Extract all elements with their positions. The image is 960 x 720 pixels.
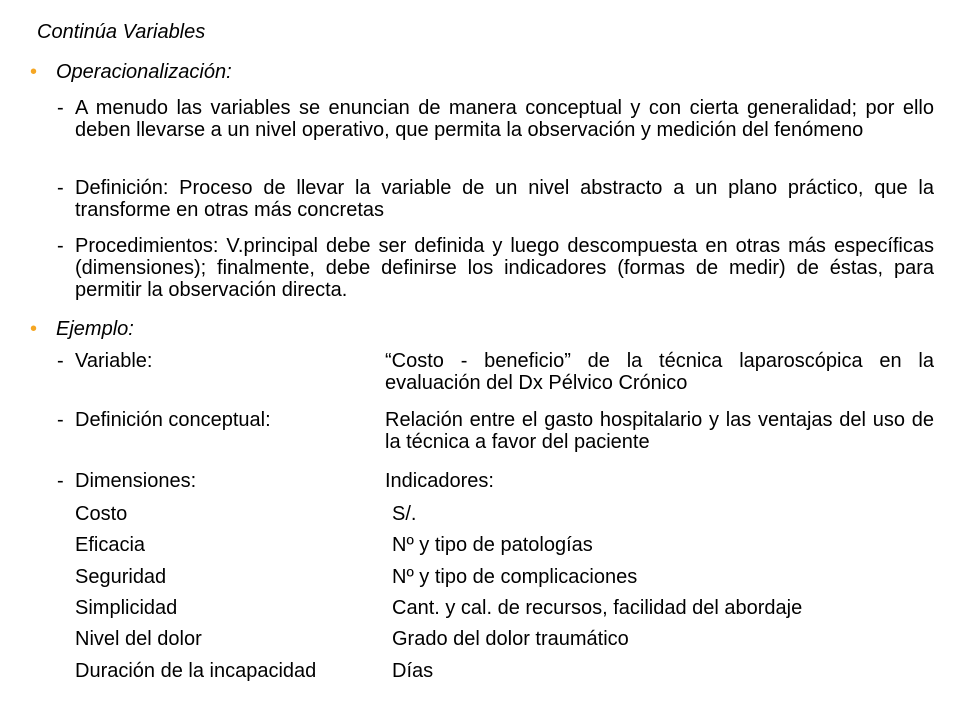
op-item-text: Definición: Proceso de llevar la variable de un nivel abstracto a un plano práctico, que la transforme en otras más concretas — [75, 177, 934, 221]
op-item-1 — [57, 97, 934, 141]
dimension-row — [75, 597, 945, 620]
op-item-text: A menudo las variables se enuncian de manera conceptual y con cierta generalidad; por ello deben llevarse a un nivel operativo, que permita la observación y medición del fenómeno — [75, 97, 934, 141]
dimension-indicator: Nº y tipo de complicaciones — [392, 566, 638, 588]
op-item-3 — [57, 235, 934, 301]
definition-value: Relación entre el gasto hospitalario y las ventajas del uso de la técnica a favor del paciente — [385, 409, 934, 453]
bullet-label: Operacionalización: — [56, 61, 232, 83]
dimension-name: Costo — [75, 503, 128, 525]
bullet-ejemplo — [30, 318, 134, 341]
dimension-indicator: Cant. y cal. de recursos, facilidad del abordaje — [392, 597, 803, 619]
op-item-2 — [57, 177, 934, 221]
bullet-icon: • — [30, 318, 38, 340]
variable-value: “Costo - beneficio” de la técnica laparoscópica en la evaluación del Dx Pélvico Crónico — [385, 350, 934, 394]
bullet-label: Ejemplo: — [56, 318, 134, 340]
definition-label: Definición conceptual: — [75, 409, 271, 431]
dimensions-label: Dimensiones: — [75, 470, 197, 492]
dimension-name: Simplicidad — [75, 597, 178, 619]
indicators-label: Indicadores: — [385, 470, 494, 492]
dimension-name: Duración de la incapacidad — [75, 660, 317, 682]
example-variable — [57, 350, 934, 394]
dimension-row — [75, 534, 945, 557]
dash-marker: - — [57, 97, 64, 119]
dimension-row — [75, 660, 945, 683]
dash-marker: - — [57, 177, 64, 199]
dash-marker: - — [57, 350, 64, 372]
dash-marker: - — [57, 235, 64, 257]
op-item-text: Procedimientos: V.principal debe ser definida y luego descompuesta en otras más específicas (dimensiones); finalmente, debe definirse los indicadores (formas de medir) de éstas, para permitir la observación directa. — [75, 235, 934, 301]
dimension-row — [75, 503, 945, 526]
dash-marker: - — [57, 409, 64, 431]
dimension-row — [75, 628, 945, 651]
bullet-operacionalizacion — [30, 61, 232, 84]
example-definition — [57, 409, 934, 453]
bullet-icon: • — [30, 61, 38, 83]
dash-marker: - — [57, 470, 64, 492]
example-dimensions-header — [57, 470, 934, 492]
dimension-indicator: Grado del dolor traumático — [392, 628, 629, 650]
slide-title: Continúa Variables — [37, 21, 206, 43]
dimension-name: Nivel del dolor — [75, 628, 202, 650]
dimension-indicator: Días — [392, 660, 434, 682]
dimension-indicator: Nº y tipo de patologías — [392, 534, 593, 556]
variable-label: Variable: — [75, 350, 153, 372]
dimension-row — [75, 566, 945, 589]
dimension-name: Seguridad — [75, 566, 167, 588]
dimension-name: Eficacia — [75, 534, 146, 556]
dimension-indicator: S/. — [392, 503, 417, 525]
